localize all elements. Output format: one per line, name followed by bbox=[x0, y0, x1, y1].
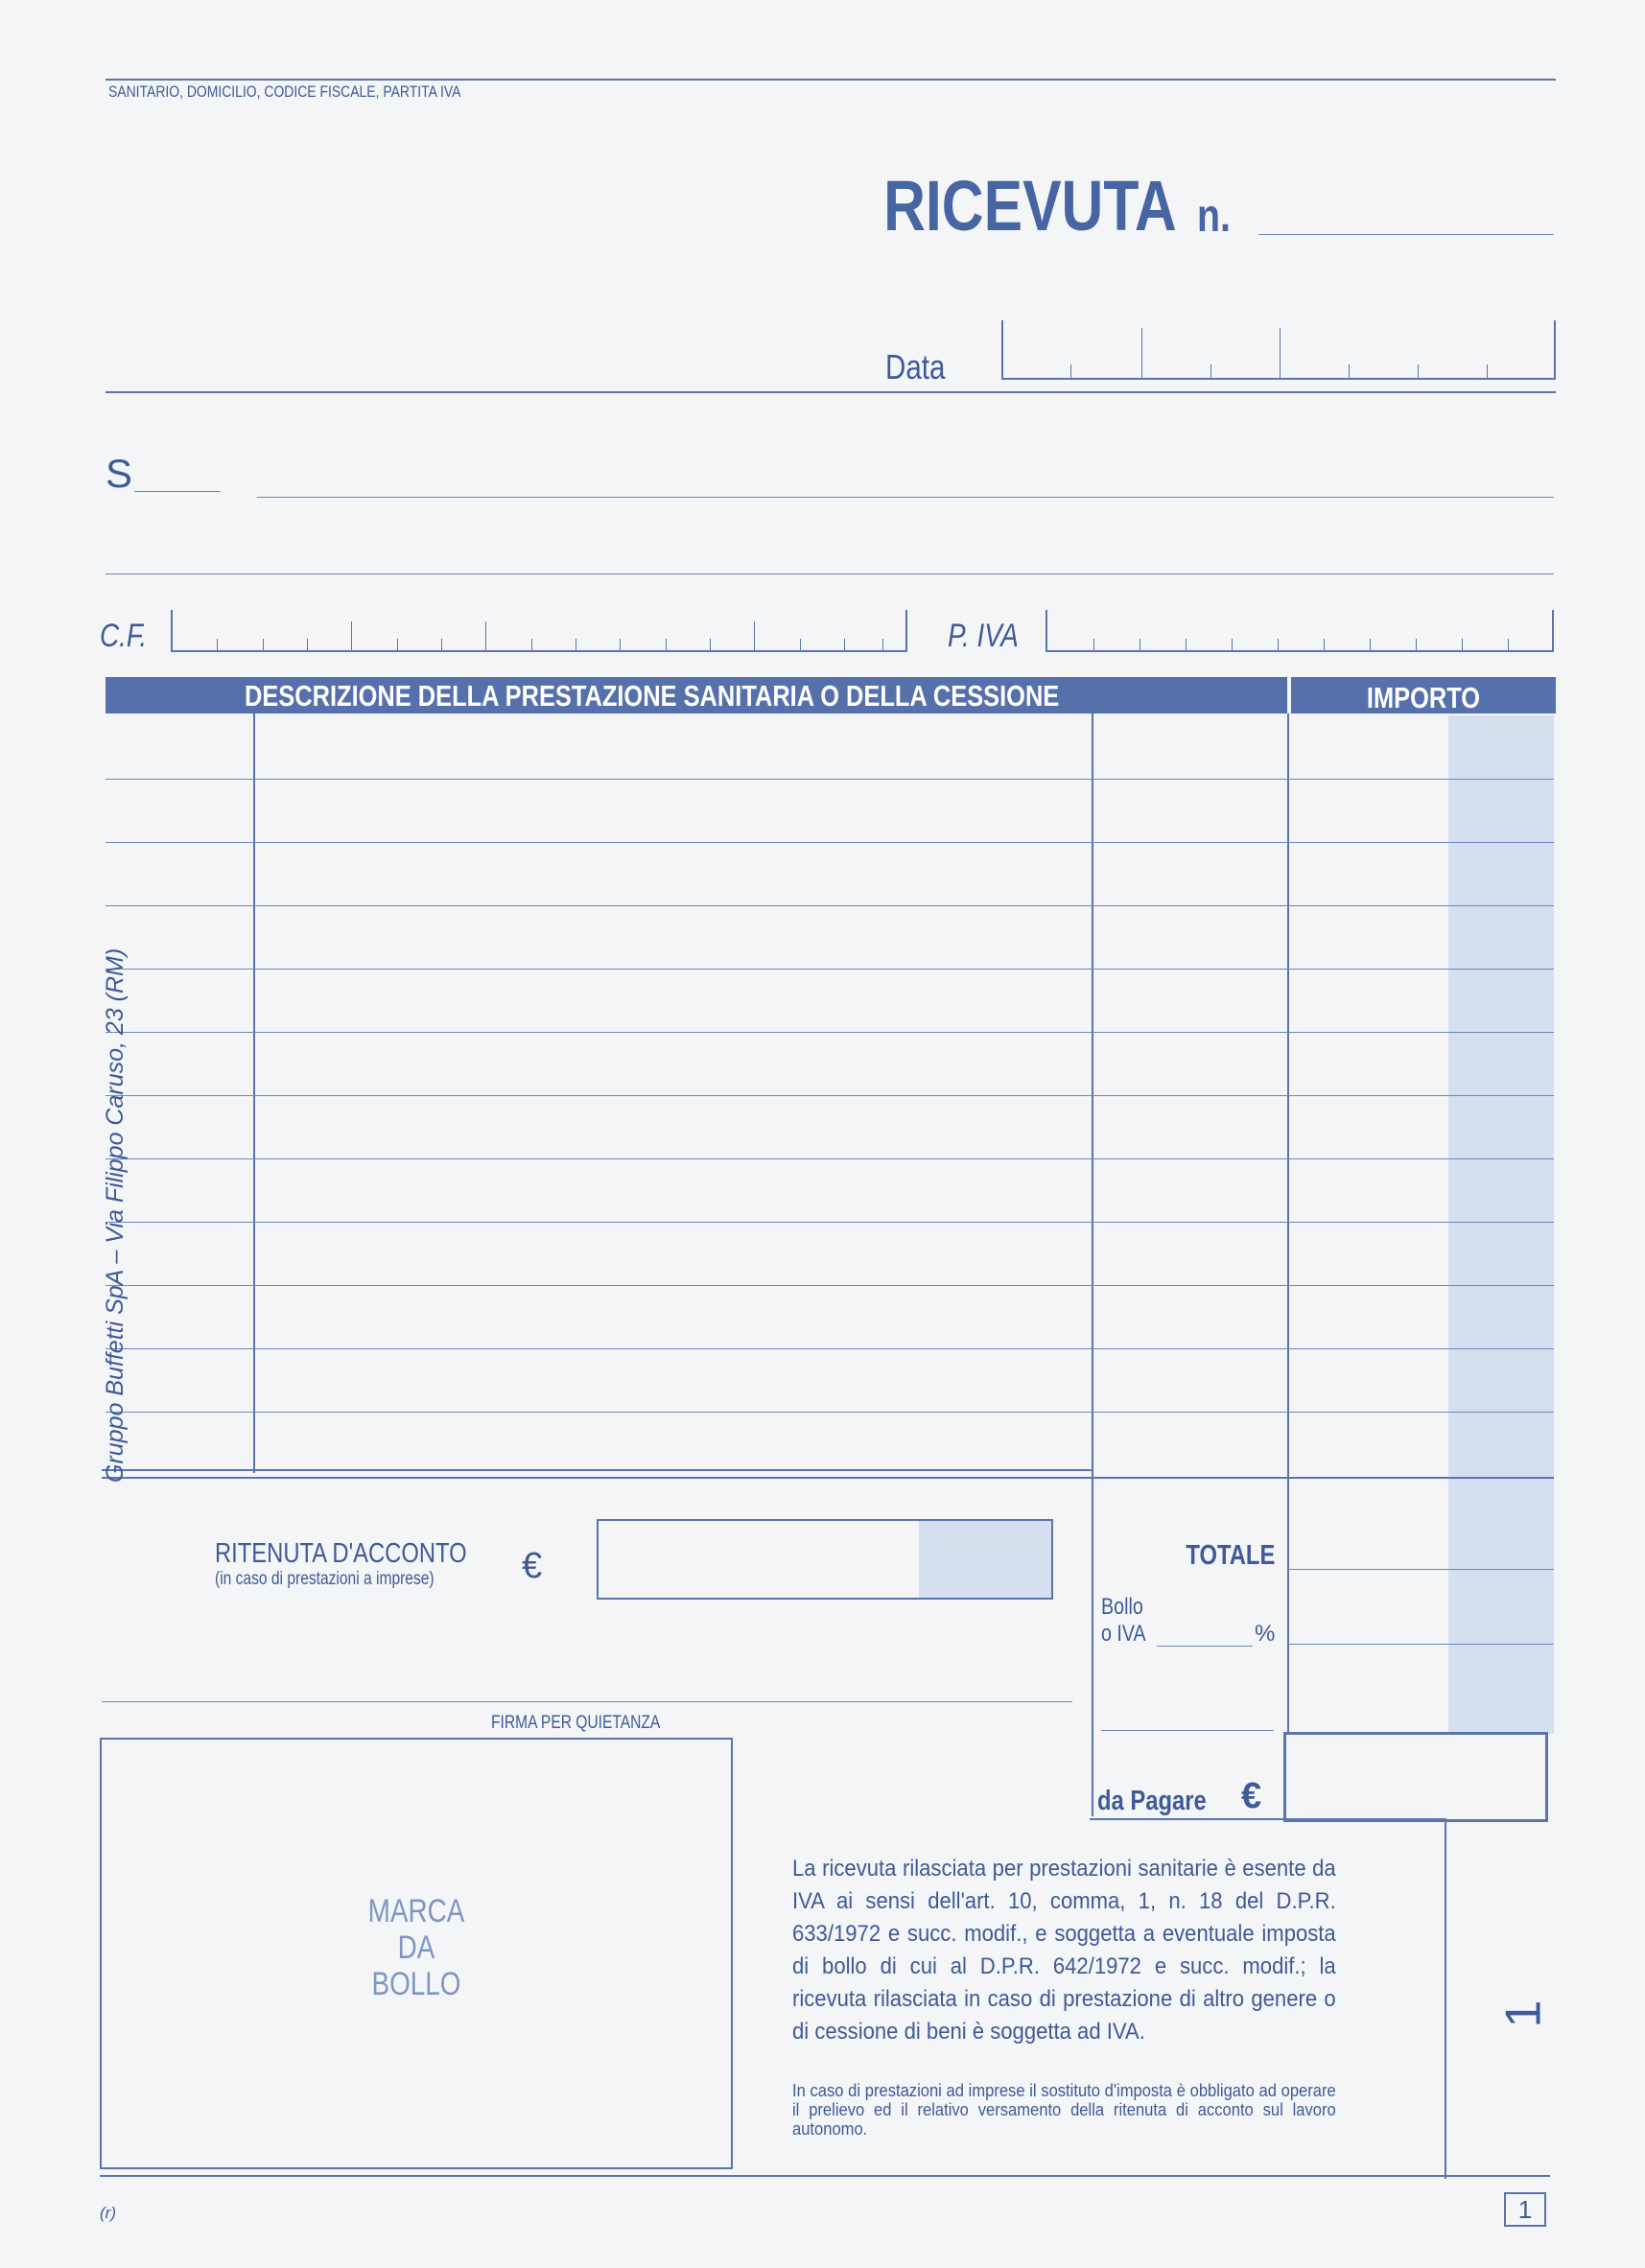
totals-divider bbox=[1101, 1730, 1274, 1731]
piva-field[interactable] bbox=[1046, 610, 1554, 652]
printer-side-text: Gruppo Buffetti SpA – Via Filippo Caruso, 23 (RM) bbox=[102, 947, 129, 1483]
table-bottom-rule-2 bbox=[102, 1477, 1554, 1479]
withholding-label: RITENUTA D'ACCONTO bbox=[215, 1538, 467, 1569]
bollo-iva-field[interactable] bbox=[1287, 1644, 1554, 1645]
stamp-line-1: MARCA bbox=[367, 1893, 465, 1929]
iva-percent-field[interactable] bbox=[1157, 1646, 1253, 1647]
withholding-divider bbox=[102, 1701, 1072, 1702]
amount-header bbox=[1291, 677, 1556, 713]
copy-number-badge: 1 bbox=[1504, 2192, 1546, 2227]
stamp-text bbox=[158, 1893, 674, 2002]
table-row[interactable] bbox=[106, 1095, 1554, 1096]
pay-label: da Pagare bbox=[1097, 1786, 1207, 1816]
table-row[interactable] bbox=[106, 842, 1554, 843]
table-row[interactable] bbox=[106, 1222, 1554, 1223]
signature-label: FIRMA PER QUIETANZA bbox=[491, 1713, 661, 1733]
withholding-note: (in caso di prestazioni a imprese) bbox=[215, 1569, 435, 1589]
table-row[interactable] bbox=[106, 779, 1554, 780]
description-header bbox=[106, 677, 1287, 713]
bollo-label: Bollo bbox=[1101, 1594, 1143, 1620]
piva-label: P. IVA bbox=[948, 618, 1019, 654]
table-row[interactable] bbox=[106, 1158, 1554, 1159]
recipient-title-field[interactable] bbox=[134, 491, 221, 492]
cf-field[interactable] bbox=[171, 610, 907, 652]
total-field[interactable] bbox=[1287, 1569, 1554, 1570]
legal-paragraph-1: La ricevuta rilasciata per prestazioni sanitarie è esente da IVA ai sensi dell'art. 10, comma, 1, n. 18 del D.P.R. 633/1972 e succ. modif., e soggetta a eventuale imposta di bollo di cui al D.P.R. 642/1972 e succ. modif.; la ricevuta rilasciata in caso di prestazione di altro genere o di cessione di beni è soggetta ad IVA. bbox=[792, 1856, 1336, 2045]
legal-paragraph-2: In caso di prestazioni ad imprese il sostituto d'imposta è obbligato ad operare il prelievo ed il relativo versamento della ritenuta di acconto sul lavoro autonomo. bbox=[792, 2081, 1336, 2139]
recipient-prefix: S bbox=[106, 451, 133, 496]
description-header-text: DESCRIZIONE DELLA PRESTAZIONE SANITARIA O DELLA CESSIONE bbox=[245, 679, 1060, 713]
withholding-currency: € bbox=[522, 1546, 543, 1586]
pay-currency: € bbox=[1241, 1776, 1262, 1816]
table-row[interactable] bbox=[106, 969, 1554, 970]
totals-bottom-rule bbox=[1090, 1818, 1445, 1820]
date-field[interactable] bbox=[1001, 320, 1556, 380]
table-row[interactable] bbox=[106, 1412, 1554, 1413]
form-code: (r) bbox=[100, 2204, 116, 2222]
footer-rule bbox=[100, 2175, 1550, 2177]
legal-right-rule bbox=[1445, 1818, 1446, 2179]
receipt-number-field[interactable] bbox=[1258, 234, 1554, 235]
pay-amount-field[interactable] bbox=[1283, 1732, 1548, 1822]
stamp-line-3: BOLLO bbox=[371, 1966, 461, 2002]
receipt-title: RICEVUTA bbox=[883, 166, 1177, 246]
withholding-amount-field[interactable] bbox=[597, 1519, 1053, 1600]
amount-header-text: IMPORTO bbox=[1366, 681, 1481, 714]
header-divider bbox=[106, 391, 1556, 393]
amount-left-rule bbox=[1287, 713, 1289, 1818]
table-row[interactable] bbox=[106, 1032, 1554, 1033]
receipt-number-label: n. bbox=[1197, 191, 1231, 242]
stamp-line-2: DA bbox=[397, 1929, 435, 1966]
stamp-box[interactable] bbox=[100, 1738, 733, 2169]
cf-label: C.F. bbox=[100, 618, 148, 654]
date-label: Data bbox=[885, 347, 946, 386]
description-left-rule bbox=[253, 713, 255, 1473]
table-bottom-rule bbox=[102, 1469, 1092, 1471]
amount-cents-column bbox=[1448, 715, 1554, 1734]
side-copy-number: 1 bbox=[1495, 1999, 1552, 2028]
table-row[interactable] bbox=[106, 1348, 1554, 1349]
top-rule bbox=[106, 79, 1556, 81]
total-label: TOTALE bbox=[1186, 1540, 1275, 1571]
table-row[interactable] bbox=[106, 905, 1554, 906]
recipient-name-field[interactable] bbox=[257, 497, 1554, 498]
description-right-rule bbox=[1092, 713, 1093, 1816]
issuer-label: SANITARIO, DOMICILIO, CODICE FISCALE, PARTITA IVA bbox=[108, 82, 461, 101]
table-row[interactable] bbox=[106, 1285, 1554, 1286]
percent-sign: % bbox=[1255, 1621, 1276, 1647]
iva-label: o IVA bbox=[1101, 1621, 1146, 1647]
recipient-address-field[interactable] bbox=[106, 573, 1554, 574]
